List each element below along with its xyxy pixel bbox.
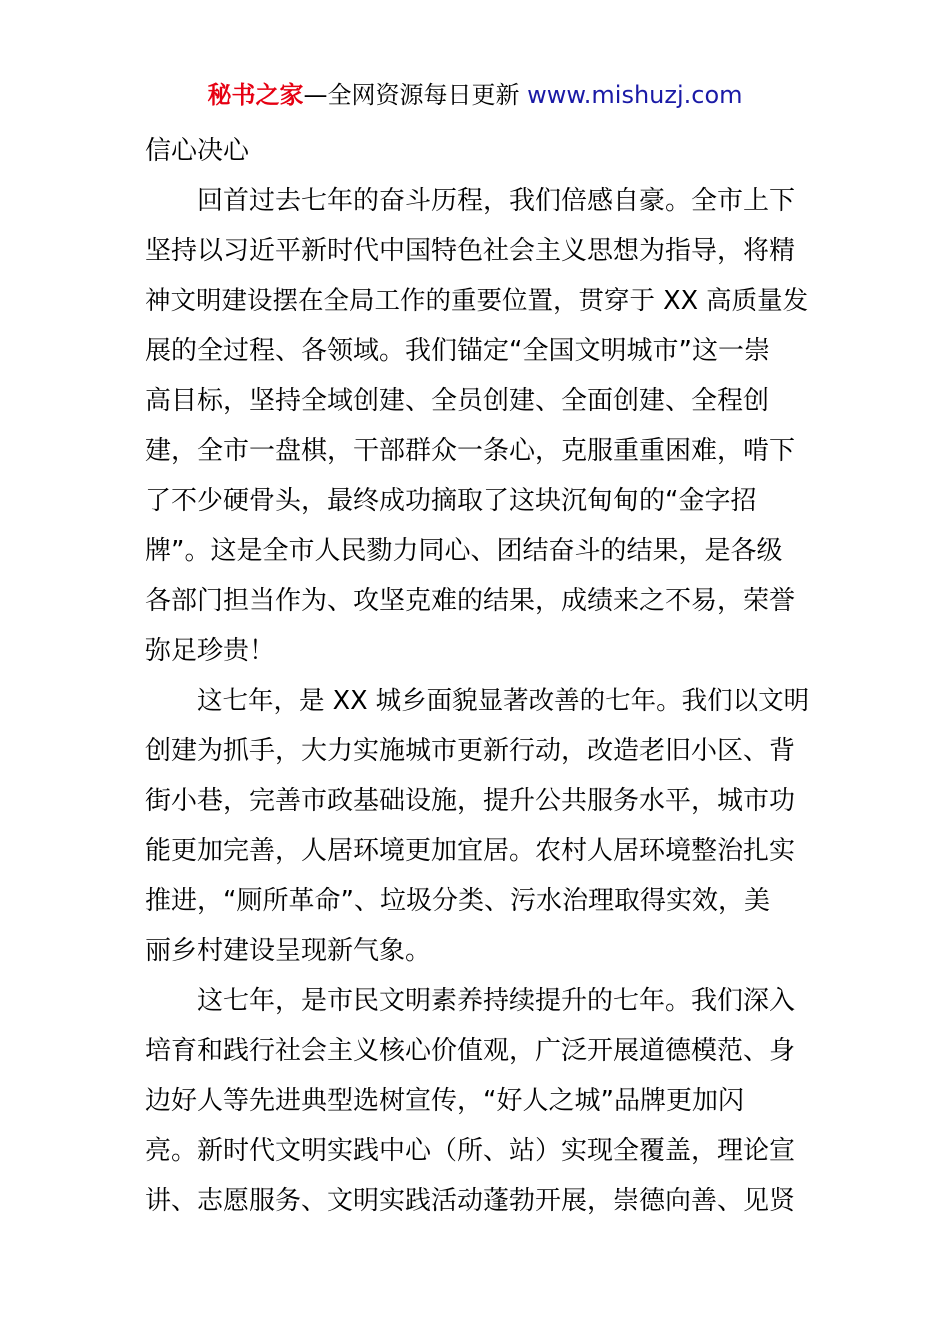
text-line: 神文明建设摆在全局工作的重要位置，贯穿于 XX 高质量发 <box>145 286 809 316</box>
text-line: 这七年，是市民文明素养持续提升的七年。我们深入 <box>197 986 796 1016</box>
site-url[interactable]: www.mishuzj.com <box>527 81 743 109</box>
text-line: 高目标，坚持全域创建、全员创建、全面创建、全程创 <box>145 386 770 416</box>
text-line: 培育和践行社会主义核心价值观，广泛开展道德模范、身 <box>145 1036 796 1066</box>
text-line: 创建为抓手，大力实施城市更新行动，改造老旧小区、背 <box>145 736 796 766</box>
text-line: 各部门担当作为、攻坚克难的结果，成绩来之不易，荣誉 <box>145 586 796 616</box>
site-tagline: —全网资源每日更新 <box>303 81 520 109</box>
text-line: 亮。新时代文明实践中心（所、站）实现全覆盖，理论宣 <box>145 1136 796 1166</box>
page-header <box>0 78 950 112</box>
document-body <box>145 126 809 1226</box>
text-line: 坚持以习近平新时代中国特色社会主义思想为指导，将精 <box>145 236 796 266</box>
text-line: 了不少硬骨头，最终成功摘取了这块沉甸甸的“金字招 <box>145 486 757 516</box>
text-line: 回首过去七年的奋斗历程，我们倍感自豪。全市上下 <box>197 186 796 216</box>
text-line: 建，全市一盘棋，干部群众一条心，克服重重困难，啃下 <box>145 436 796 466</box>
text-line: 弥足珍贵！ <box>145 636 276 666</box>
text-line: 牌”。这是全市人民勠力同心、团结奋斗的结果，是各级 <box>145 536 783 566</box>
text-line: 推进，“厕所革命”、垃圾分类、污水治理取得实效，美 <box>145 886 770 916</box>
site-brand: 秘书之家 <box>207 81 304 109</box>
text-line: 信心决心 <box>145 136 250 166</box>
text-line: 展的全过程、各领域。我们锚定“全国文明城市”这一崇 <box>145 336 770 366</box>
text-line: 街小巷，完善市政基础设施，提升公共服务水平，城市功 <box>145 786 796 816</box>
text-line: 能更加完善，人居环境更加宜居。农村人居环境整治扎实 <box>145 836 796 866</box>
text-line: 丽乡村建设呈现新气象。 <box>145 936 432 966</box>
text-line: 边好人等先进典型选树宣传，“好人之城”品牌更加闪 <box>145 1086 744 1116</box>
text-line: 这七年，是 XX 城乡面貌显著改善的七年。我们以文明 <box>197 686 810 716</box>
text-line: 讲、志愿服务、文明实践活动蓬勃开展，崇德向善、见贤 <box>145 1186 796 1216</box>
